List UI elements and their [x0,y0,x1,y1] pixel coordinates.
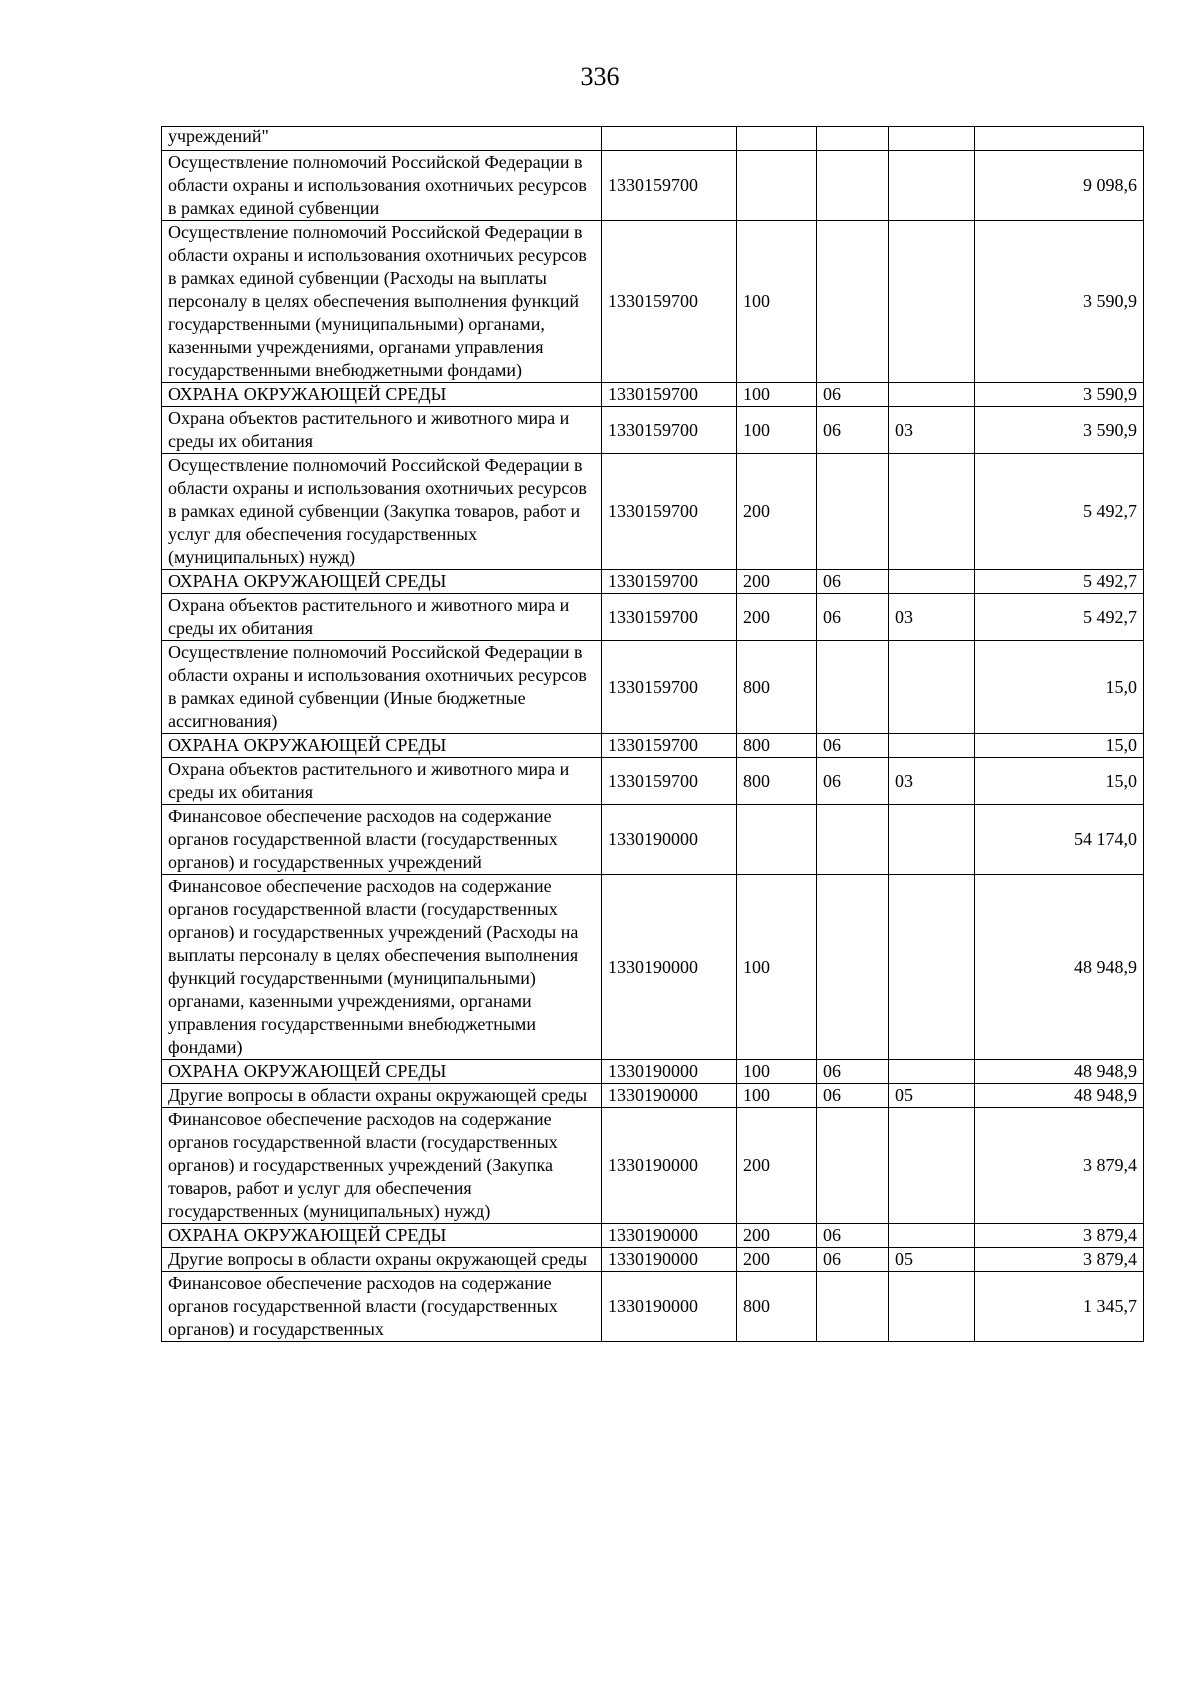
table-row [162,383,1144,407]
expense-type-cell: 200 [737,1108,817,1224]
table-row [162,1084,1144,1108]
target-code-cell: 1330159700 [602,594,737,641]
section-cell: 06 [817,1060,889,1084]
subsection-cell [889,1060,975,1084]
target-code-cell: 1330159700 [602,221,737,383]
item-name-cell: Финансовое обеспечение расходов на содержание органов государственной власти (государственных органов) и государственных учреждений [162,805,602,875]
expense-type-cell: 200 [737,1248,817,1272]
target-code-cell: 1330190000 [602,1060,737,1084]
target-code-cell: 1330190000 [602,1224,737,1248]
section-cell: 06 [817,383,889,407]
subsection-cell [889,641,975,734]
item-name-cell: Охрана объектов растительного и животного мира и среды их обитания [162,758,602,805]
section-cell [817,875,889,1060]
amount-cell: 3 879,4 [975,1224,1144,1248]
expense-type-cell: 100 [737,383,817,407]
item-name-cell: Осуществление полномочий Российской Федерации в области охраны и использования охотничьих ресурсов в рамках единой субвенции (Иные бюджетные ассигнования) [162,641,602,734]
target-code-cell: 1330190000 [602,1248,737,1272]
section-cell [817,805,889,875]
target-code-cell: 1330159700 [602,151,737,221]
target-code-cell: 1330190000 [602,875,737,1060]
expense-type-cell [737,127,817,151]
table-row [162,641,1144,734]
section-cell [817,454,889,570]
table-row [162,734,1144,758]
section-cell [817,151,889,221]
target-code-cell [602,127,737,151]
section-cell [817,127,889,151]
amount-cell: 9 098,6 [975,151,1144,221]
expense-type-cell: 100 [737,407,817,454]
item-name-cell: Финансовое обеспечение расходов на содержание органов государственной власти (государственных органов) и государственных [162,1272,602,1342]
section-cell [817,641,889,734]
amount-cell: 3 590,9 [975,407,1144,454]
target-code-cell: 1330190000 [602,1084,737,1108]
subsection-cell: 03 [889,758,975,805]
item-name-cell: Финансовое обеспечение расходов на содержание органов государственной власти (государственных органов) и государственных учреждений (Закупка товаров, работ и услуг для обеспечения государственных (муниципальных) нужд) [162,1108,602,1224]
table-row [162,1224,1144,1248]
section-cell: 06 [817,594,889,641]
table-row [162,570,1144,594]
section-cell: 06 [817,1084,889,1108]
amount-cell: 1 345,7 [975,1272,1144,1342]
target-code-cell: 1330159700 [602,734,737,758]
subsection-cell: 03 [889,594,975,641]
expense-type-cell: 800 [737,758,817,805]
amount-cell: 48 948,9 [975,875,1144,1060]
target-code-cell: 1330159700 [602,570,737,594]
expense-type-cell: 100 [737,1060,817,1084]
item-name-cell: Другие вопросы в области охраны окружающей среды [162,1248,602,1272]
amount-cell: 5 492,7 [975,570,1144,594]
expense-type-cell: 200 [737,570,817,594]
expense-type-cell: 800 [737,641,817,734]
subsection-cell [889,805,975,875]
expense-type-cell: 100 [737,875,817,1060]
amount-cell: 48 948,9 [975,1060,1144,1084]
table-row [162,151,1144,221]
table-row [162,1060,1144,1084]
target-code-cell: 1330159700 [602,641,737,734]
subsection-cell [889,1108,975,1224]
section-cell [817,1108,889,1224]
table-row [162,454,1144,570]
expense-type-cell: 200 [737,594,817,641]
target-code-cell: 1330159700 [602,454,737,570]
section-cell: 06 [817,1248,889,1272]
amount-cell: 5 492,7 [975,594,1144,641]
table-row [162,1272,1144,1342]
subsection-cell: 03 [889,407,975,454]
expense-type-cell: 200 [737,1224,817,1248]
amount-cell: 5 492,7 [975,454,1144,570]
subsection-cell [889,570,975,594]
section-cell [817,1272,889,1342]
amount-cell: 15,0 [975,641,1144,734]
subsection-cell [889,383,975,407]
subsection-cell: 05 [889,1248,975,1272]
item-name-cell: учреждений" [162,127,602,151]
table-row [162,875,1144,1060]
amount-cell: 15,0 [975,758,1144,805]
expense-type-cell: 100 [737,221,817,383]
subsection-cell [889,151,975,221]
target-code-cell: 1330159700 [602,407,737,454]
item-name-cell: ОХРАНА ОКРУЖАЮЩЕЙ СРЕДЫ [162,570,602,594]
expense-type-cell [737,805,817,875]
item-name-cell: Осуществление полномочий Российской Федерации в области охраны и использования охотничьих ресурсов в рамках единой субвенции (Закупка товаров, работ и услуг для обеспечения государственных (муниципальных) нужд) [162,454,602,570]
item-name-cell: Осуществление полномочий Российской Федерации в области охраны и использования охотничьих ресурсов в рамках единой субвенции [162,151,602,221]
subsection-cell [889,454,975,570]
section-cell: 06 [817,758,889,805]
subsection-cell: 05 [889,1084,975,1108]
amount-cell: 3 590,9 [975,221,1144,383]
table-row [162,758,1144,805]
amount-cell: 3 590,9 [975,383,1144,407]
section-cell: 06 [817,1224,889,1248]
subsection-cell [889,221,975,383]
subsection-cell [889,875,975,1060]
amount-cell [975,127,1144,151]
budget-table [161,126,1144,1342]
target-code-cell: 1330190000 [602,1108,737,1224]
table-row [162,407,1144,454]
item-name-cell: ОХРАНА ОКРУЖАЮЩЕЙ СРЕДЫ [162,1224,602,1248]
subsection-cell [889,1224,975,1248]
item-name-cell: Охрана объектов растительного и животного мира и среды их обитания [162,407,602,454]
target-code-cell: 1330159700 [602,758,737,805]
table-row [162,1108,1144,1224]
expense-type-cell [737,151,817,221]
item-name-cell: Охрана объектов растительного и животного мира и среды их обитания [162,594,602,641]
item-name-cell: ОХРАНА ОКРУЖАЮЩЕЙ СРЕДЫ [162,734,602,758]
table-row [162,221,1144,383]
section-cell: 06 [817,570,889,594]
target-code-cell: 1330159700 [602,383,737,407]
amount-cell: 3 879,4 [975,1108,1144,1224]
subsection-cell [889,734,975,758]
item-name-cell: Осуществление полномочий Российской Федерации в области охраны и использования охотничьих ресурсов в рамках единой субвенции (Расходы на выплаты персоналу в целях обеспечения выполнения функций государственными (муниципальными) органами, казенными учреждениями, органами управления государственными внебюджетными фондами) [162,221,602,383]
amount-cell: 48 948,9 [975,1084,1144,1108]
item-name-cell: ОХРАНА ОКРУЖАЮЩЕЙ СРЕДЫ [162,383,602,407]
table-row [162,594,1144,641]
section-cell: 06 [817,407,889,454]
expense-type-cell: 800 [737,1272,817,1342]
table-row [162,127,1144,151]
target-code-cell: 1330190000 [602,805,737,875]
item-name-cell: Другие вопросы в области охраны окружающей среды [162,1084,602,1108]
subsection-cell [889,1272,975,1342]
amount-cell: 3 879,4 [975,1248,1144,1272]
amount-cell: 54 174,0 [975,805,1144,875]
item-name-cell: ОХРАНА ОКРУЖАЮЩЕЙ СРЕДЫ [162,1060,602,1084]
table-row [162,805,1144,875]
item-name-cell: Финансовое обеспечение расходов на содержание органов государственной власти (государственных органов) и государственных учреждений (Расходы на выплаты персоналу в целях обеспечения выполнения функций государственными (муниципальными) органами, казенными учреждениями, органами управления государственными внебюджетными фондами) [162,875,602,1060]
section-cell [817,221,889,383]
target-code-cell: 1330190000 [602,1272,737,1342]
page-number: 336 [580,62,620,91]
expense-type-cell: 200 [737,454,817,570]
subsection-cell [889,127,975,151]
amount-cell: 15,0 [975,734,1144,758]
expense-type-cell: 800 [737,734,817,758]
expense-type-cell: 100 [737,1084,817,1108]
table-row [162,1248,1144,1272]
section-cell: 06 [817,734,889,758]
